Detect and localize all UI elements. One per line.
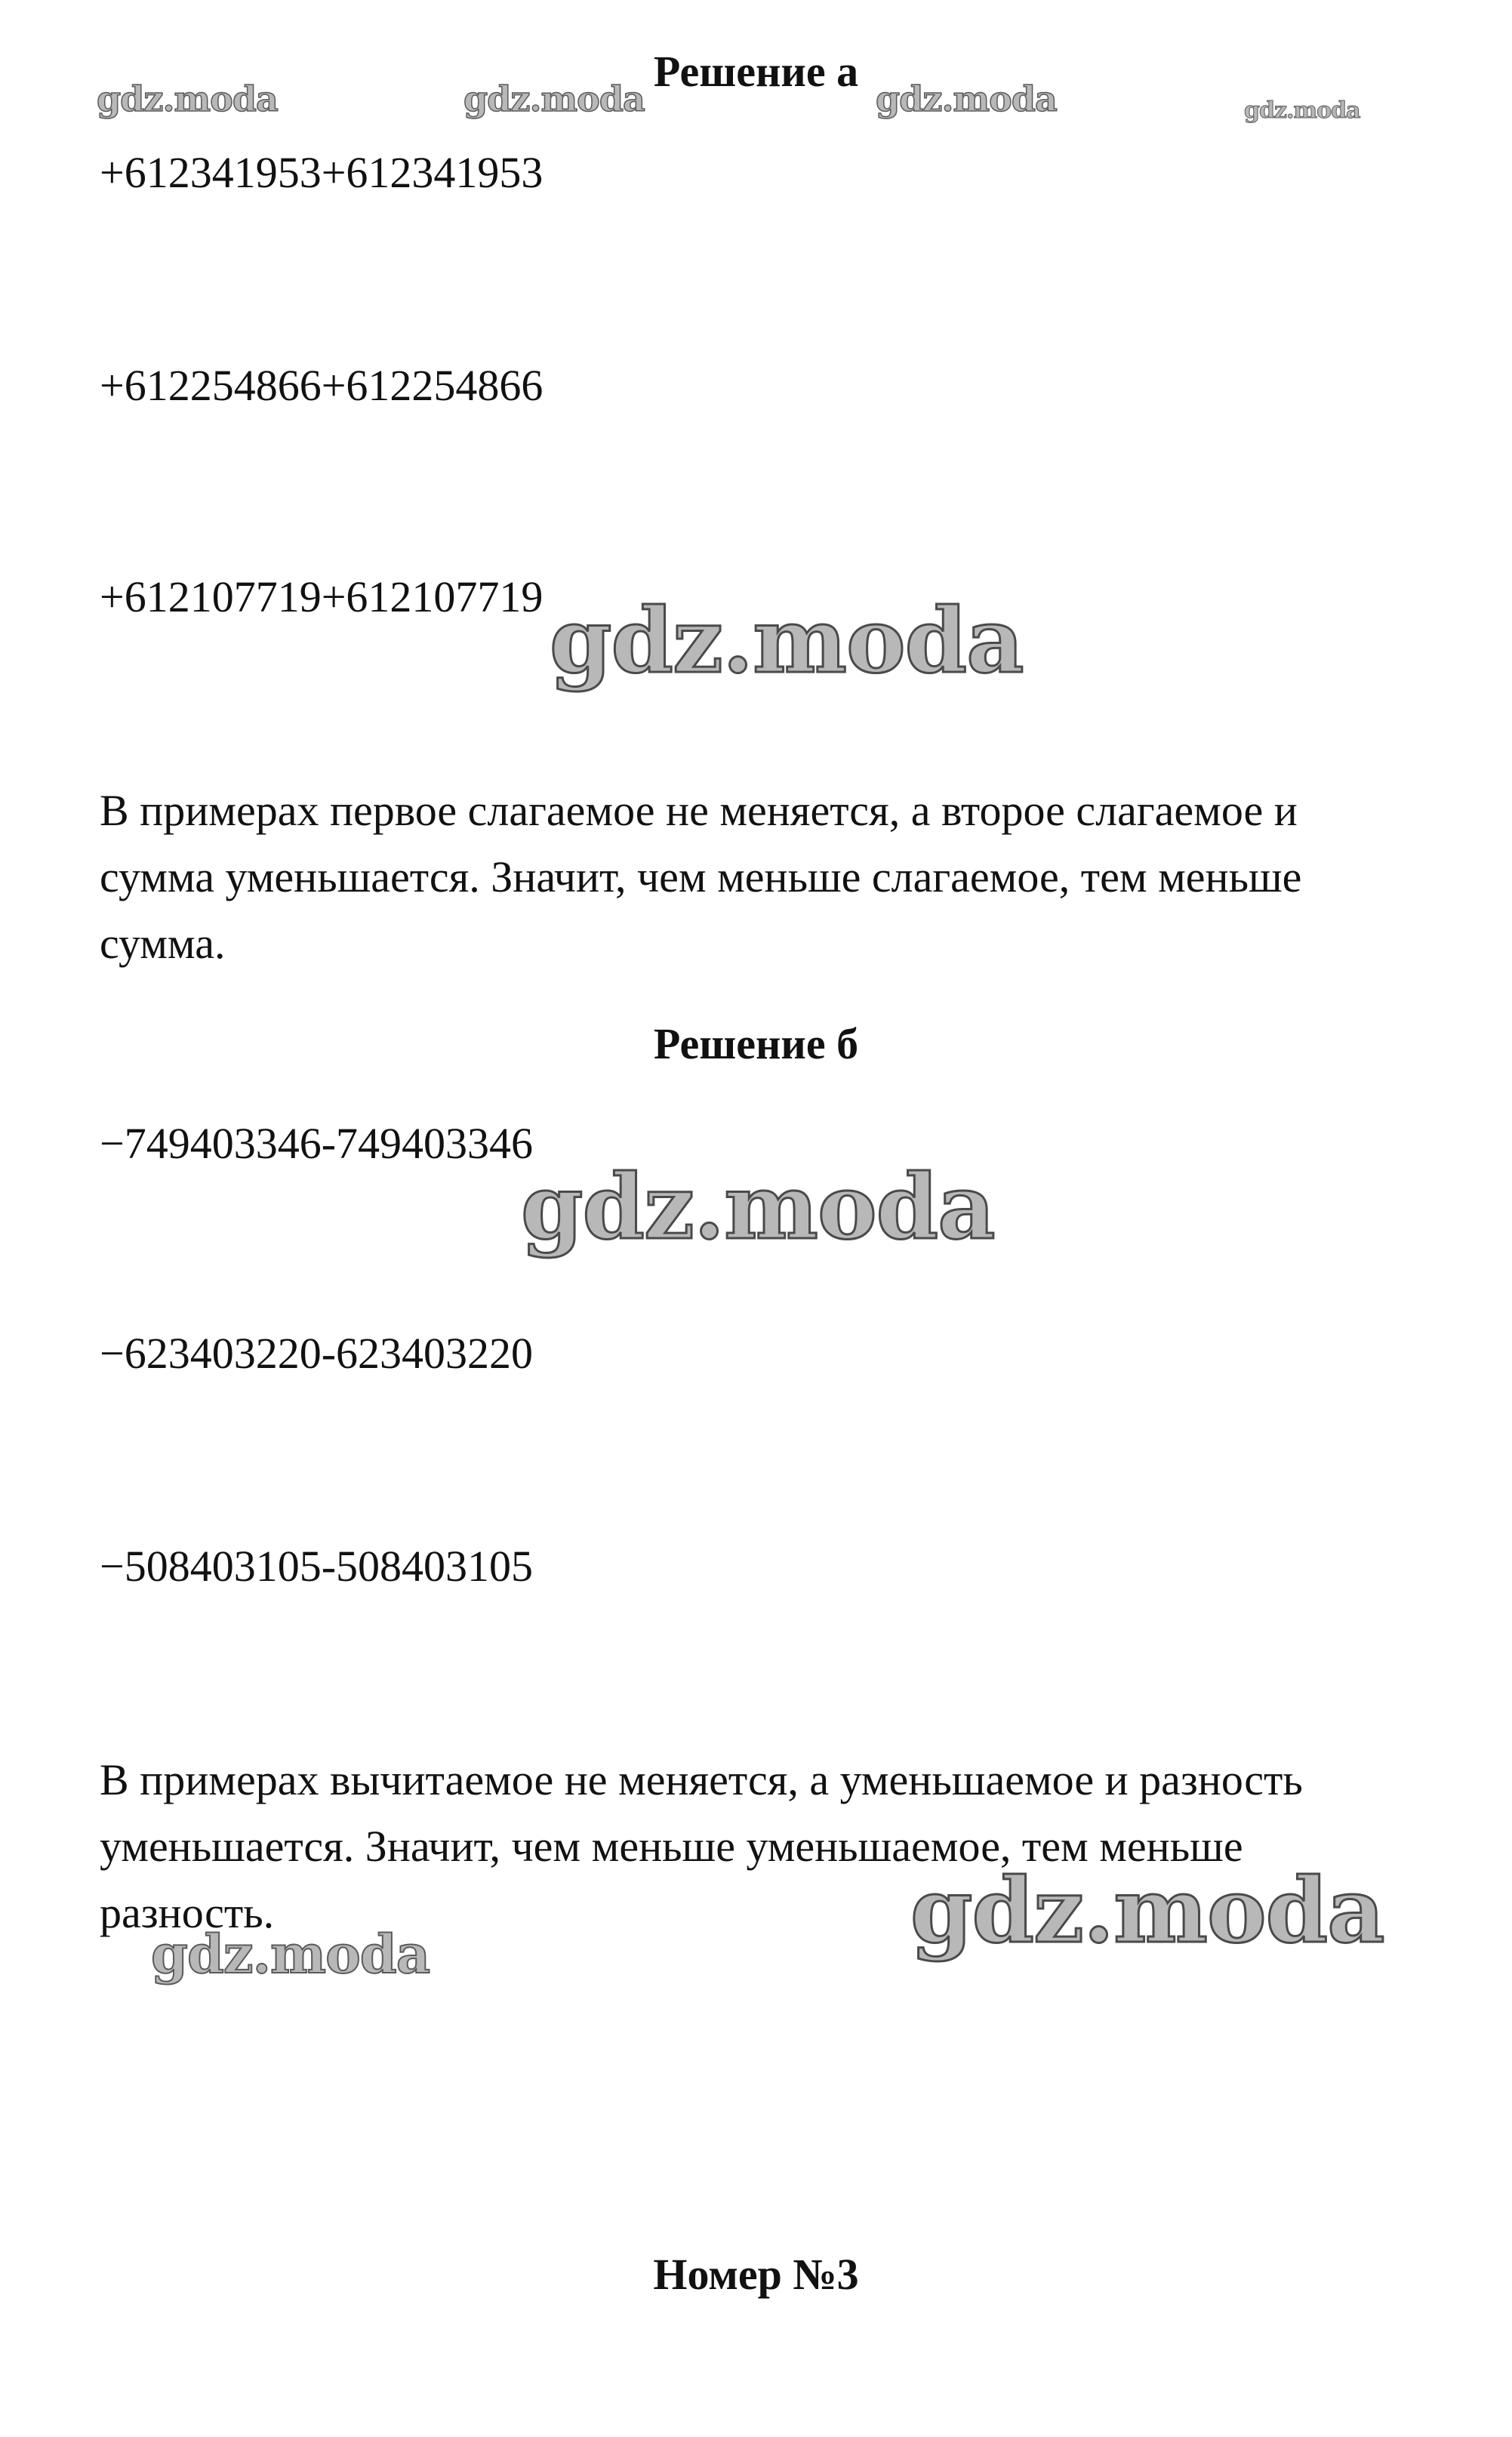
section-b-title: Решение б xyxy=(653,1019,859,1068)
watermark-logo: gdz.moda xyxy=(910,1858,1384,1963)
watermark-logo: gdz.moda xyxy=(521,1154,995,1259)
watermark-logo: gdz.moda xyxy=(151,1923,430,1986)
equation-line: +612341953+612341953 xyxy=(100,148,544,197)
watermark-logo: gdz.moda xyxy=(1244,97,1360,124)
paragraph-line: уменьшается. Значит, чем меньше уменьшаемое, тем меньше xyxy=(100,1822,1243,1871)
equation-line: −508403105-508403105 xyxy=(100,1542,534,1591)
equation-line: −623403220-623403220 xyxy=(100,1329,534,1378)
watermark-logo: gdz.moda xyxy=(550,588,1024,693)
paragraph-line: разность. xyxy=(100,1888,275,1937)
section-a-conclusion xyxy=(100,778,1428,977)
equation-line: +612107719+612107719 xyxy=(100,572,544,621)
paragraph-line: сумма. xyxy=(100,919,226,968)
section-a-title: Решение а xyxy=(653,47,859,96)
paragraph-line: сумма уменьшается. Значит, чем меньше слагаемое, тем меньше xyxy=(100,852,1302,901)
paragraph-line: В примерах вычитаемое не меняется, а уменьшаемое и разность xyxy=(100,1755,1303,1804)
watermark-logo: gdz.moda xyxy=(97,79,278,119)
watermark-logo: gdz.moda xyxy=(463,79,645,119)
equation-line: −749403346-749403346 xyxy=(100,1119,534,1168)
next-task-title: Номер №3 xyxy=(653,2250,859,2299)
paragraph-line: В примерах первое слагаемое не меняется, а второе слагаемое и xyxy=(100,786,1298,835)
equation-line: +612254866+612254866 xyxy=(100,361,544,410)
watermark-logo: gdz.moda xyxy=(876,79,1057,119)
